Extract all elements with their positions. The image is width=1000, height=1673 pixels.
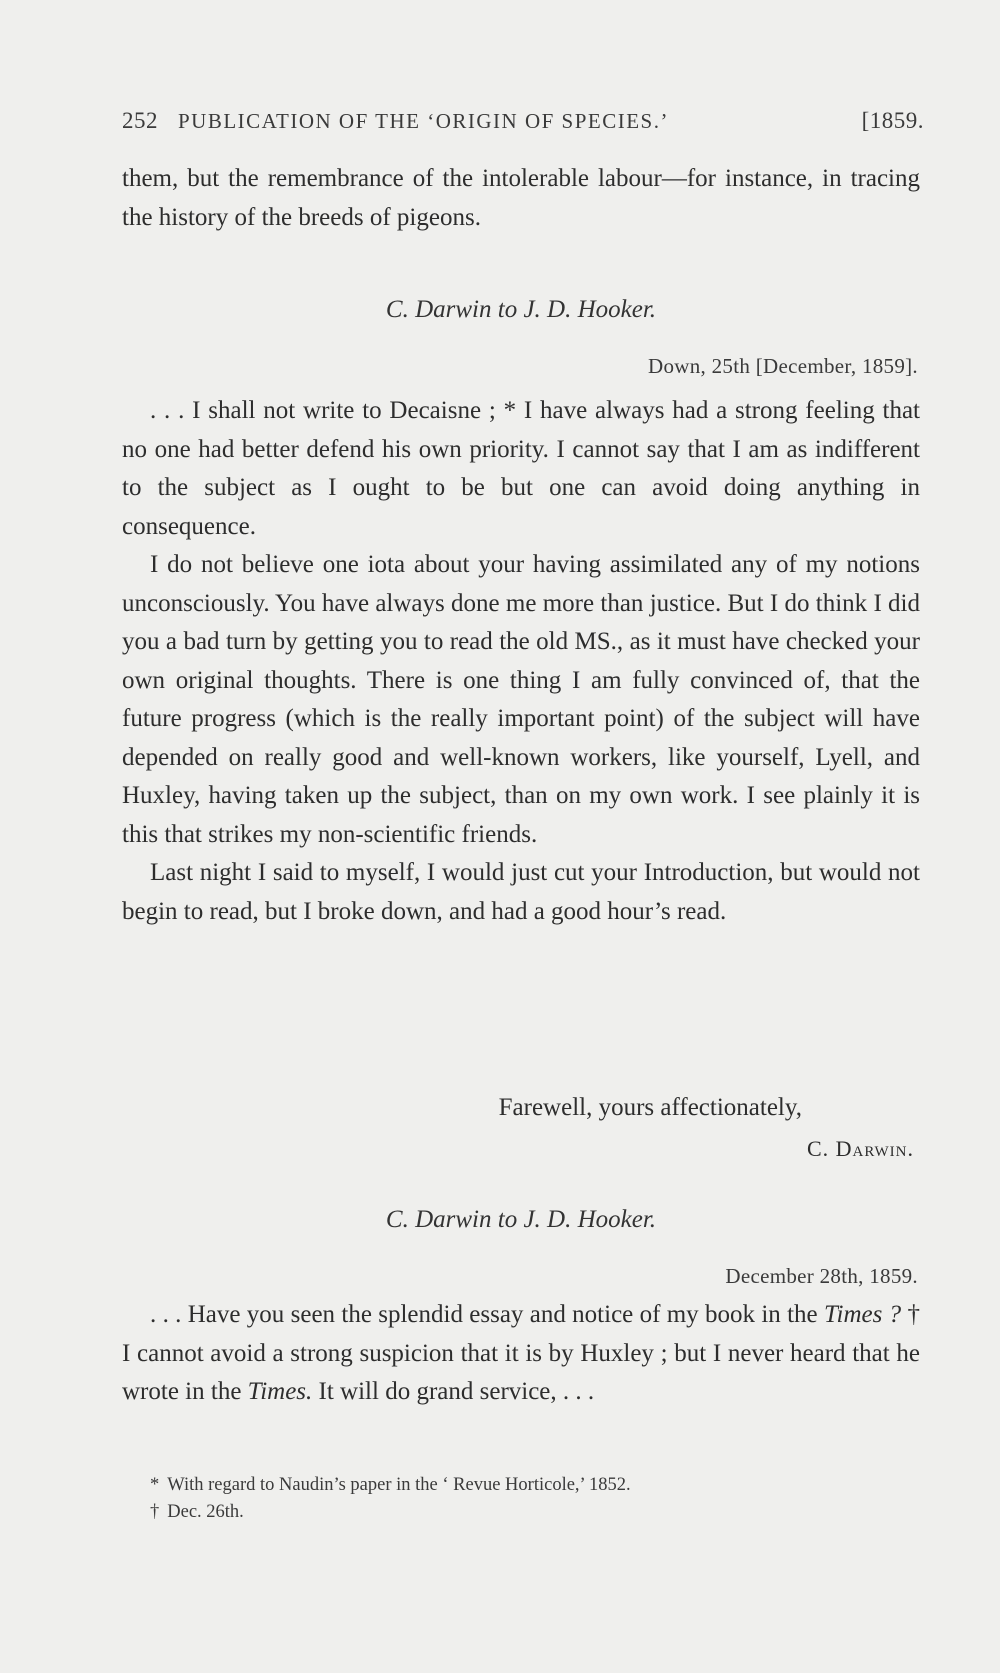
letter-paragraph: I do not believe one iota about your having assimilated any of my notions unconsciously. You have always done me more than justice. But I do think I did you a bad turn by getting you to read the old MS., as it must have checked your own original thoughts. There is one thing I am fully convinced of, that the future progress (which is the really important point) of the subject will have depended on really good and well-known workers, like yourself, Lyell, and Huxley, having taken up the subject, than on my own work. I see plainly it is this that strikes my non-scientific friends.	[122, 551, 920, 848]
letter-paragraph	[122, 1296, 920, 1412]
letter-heading: C. Darwin to J. D. Hooker.	[385, 296, 657, 323]
newspaper-title: Times.	[247, 1378, 313, 1405]
letter-body	[122, 1296, 920, 1412]
letter-dateline: Down, 25th [December, 1859].	[648, 354, 918, 378]
letter-text: It will do grand service, . . .	[312, 1378, 595, 1405]
letter-text: † I cannot avoid a strong suspicion that it is by Huxley ; but I never heard that he wrote in the	[122, 1301, 920, 1405]
footnote-text: With regard to Naudin’s paper in the ‘ Revue Horticole,’ 1852.	[167, 1475, 631, 1495]
letter-text: . . . Have you seen the splendid essay and notice of my book in the	[150, 1301, 824, 1328]
running-head	[122, 108, 922, 134]
footnote	[150, 1499, 910, 1526]
opening-paragraph-block	[122, 160, 920, 237]
letter-paragraph: Last night I said to myself, I would just cut your Introduction, but would not begin to read, but I broke down, and had a good hour’s read.	[122, 859, 920, 925]
letter-body	[122, 392, 920, 931]
page-number: 252	[122, 108, 158, 133]
valediction: Farewell, yours affectionately,	[498, 1094, 802, 1121]
letter-dateline: December 28th, 1859.	[725, 1264, 918, 1288]
signature: C. Darwin.	[806, 1136, 914, 1161]
footnote-mark: †	[150, 1502, 160, 1522]
footnote-mark: *	[150, 1475, 160, 1495]
running-year: [1859.	[861, 108, 924, 133]
running-title: PUBLICATION OF THE ‘ORIGIN OF SPECIES.’	[178, 109, 669, 133]
opening-paragraph: them, but the remembrance of the intolerable labour—for instance, in tracing the history of the breeds of pigeons.	[122, 165, 920, 231]
newspaper-title: Times ?	[823, 1301, 902, 1328]
footnotes	[150, 1472, 910, 1526]
letter-heading: C. Darwin to J. D. Hooker.	[385, 1206, 657, 1233]
footnote-text: Dec. 26th.	[167, 1502, 244, 1522]
letter-paragraph: . . . I shall not write to Decaisne ; * I have always had a strong feeling that no one had better defend his own priority. I cannot say that I am as indifferent to the subject as I ought to be but one can avoid doing anything in consequence.	[122, 397, 920, 540]
footnote	[150, 1472, 910, 1499]
